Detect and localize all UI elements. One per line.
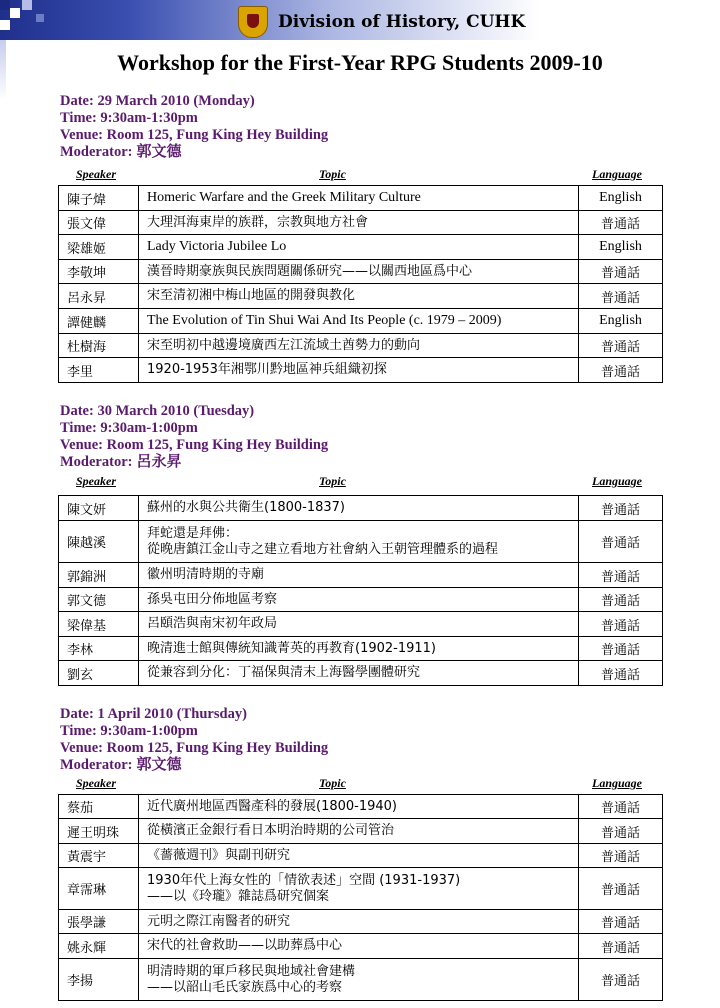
speaker-cell: 郭錦洲 — [59, 563, 139, 588]
topic-cell — [139, 959, 579, 1001]
decor-square — [22, 0, 32, 10]
col-language: Language — [592, 474, 643, 488]
table-row — [59, 588, 663, 612]
speaker-cell: 李林 — [59, 637, 139, 661]
topic-cell: Homeric Warfare and the Greek Military Culture — [139, 186, 579, 211]
col-topic: Topic — [319, 167, 346, 181]
topic-cell: 宋代的社會救助——以助葬爲中心 — [139, 934, 579, 959]
speaker-cell: 劉玄 — [59, 661, 139, 686]
topic-cell: 晚清進士館與傳統知識菁英的再教育(1902-1911) — [139, 637, 579, 661]
speaker-cell: 張學謙 — [59, 910, 139, 934]
schedule-table — [58, 185, 663, 383]
moderator-label: Moderator: — [60, 454, 133, 470]
table-row — [59, 496, 663, 521]
speaker-cell: 陳文妍 — [59, 496, 139, 521]
col-speaker: Speaker — [76, 776, 116, 790]
page-title: Workshop for the First-Year RPG Students 2009-10 — [117, 50, 603, 75]
decor-square — [0, 20, 10, 30]
language-cell: 普通話 — [579, 334, 663, 358]
topic-line-1: 明清時期的軍戶移民與地域社會建構 — [147, 963, 356, 979]
session-3-meta — [60, 706, 328, 774]
table-row — [59, 661, 663, 686]
speaker-cell: 蔡茄 — [59, 795, 139, 819]
moderator-name: 郭文德 — [136, 144, 182, 160]
speaker-cell: 呂永昇 — [59, 284, 139, 309]
topic-line-2: ——以韶山毛氏家族爲中心的考察 — [147, 979, 343, 995]
table-row — [59, 934, 663, 959]
topic-cell: 1920-1953年湘鄂川黔地區神兵組織初探 — [139, 358, 579, 383]
session-venue: Venue: Room 125, Fung King Hey Building — [60, 740, 329, 756]
speaker-cell: 陳子煒 — [59, 186, 139, 211]
table-row — [59, 868, 663, 910]
session-time: Time: 9:30am-1:30pm — [60, 110, 198, 126]
col-speaker: Speaker — [76, 474, 116, 488]
language-cell: 普通話 — [579, 959, 663, 1001]
session-moderator — [60, 454, 328, 471]
topic-line-2: 從晚唐鎮江金山寺之建立看地方社會納入王朝管理體系的過程 — [147, 541, 499, 557]
topic-cell: 孫吳屯田分佈地區考察 — [139, 588, 579, 612]
topic-line-1: 拜蛇還是拜佛： — [147, 525, 239, 541]
language-cell: 普通話 — [579, 910, 663, 934]
language-cell: 普通話 — [579, 563, 663, 588]
speaker-cell: 姚永輝 — [59, 934, 139, 959]
col-topic: Topic — [319, 474, 346, 488]
table-row — [59, 260, 663, 284]
table-row — [59, 637, 663, 661]
session-venue: Venue: Room 125, Fung King Hey Building — [60, 437, 329, 453]
speaker-cell: 郭文德 — [59, 588, 139, 612]
language-cell: 普通話 — [579, 661, 663, 686]
topic-cell: Lady Victoria Jubilee Lo — [139, 235, 579, 260]
topic-cell: 宋至清初湘中梅山地區的開發與教化 — [139, 284, 579, 309]
topic-cell: 呂頤浩與南宋初年政局 — [139, 612, 579, 637]
speaker-cell: 遲王明珠 — [59, 819, 139, 844]
language-cell: 普通話 — [579, 868, 663, 910]
language-cell: 普通話 — [579, 588, 663, 612]
table-row — [59, 521, 663, 563]
decor-square — [0, 0, 10, 10]
speaker-cell: 梁偉基 — [59, 612, 139, 637]
cuhk-crest-icon — [238, 6, 268, 38]
session-date: Date: 1 April 2010 (Thursday) — [60, 706, 247, 722]
language-cell: English — [579, 235, 663, 260]
topic-cell: 大理洱海東岸的族群，宗教與地方社會 — [139, 211, 579, 235]
table-row — [59, 612, 663, 637]
schedule-table — [58, 495, 663, 686]
language-cell: 普通話 — [579, 211, 663, 235]
col-language: Language — [592, 167, 643, 181]
language-cell: 普通話 — [579, 637, 663, 661]
topic-cell: The Evolution of Tin Shui Wai And Its People (c. 1979 – 2009) — [139, 309, 579, 334]
moderator-name: 呂永昇 — [136, 454, 182, 470]
session-venue: Venue: Room 125, Fung King Hey Building — [60, 127, 329, 143]
session-moderator — [60, 144, 328, 161]
language-cell: 普通話 — [579, 260, 663, 284]
col-language: Language — [592, 776, 643, 790]
speaker-cell: 李揚 — [59, 959, 139, 1001]
session-time: Time: 9:30am-1:00pm — [60, 420, 198, 436]
session-1-meta — [60, 93, 328, 161]
table-row — [59, 235, 663, 260]
language-cell: 普通話 — [579, 844, 663, 868]
table-row — [59, 795, 663, 819]
speaker-cell: 李敬坤 — [59, 260, 139, 284]
topic-cell: 元明之際江南醫者的研究 — [139, 910, 579, 934]
speaker-cell: 譚健麟 — [59, 309, 139, 334]
topic-cell: 從橫濱正金銀行看日本明治時期的公司管治 — [139, 819, 579, 844]
speaker-cell: 李里 — [59, 358, 139, 383]
session-2-meta — [60, 403, 328, 471]
moderator-label: Moderator: — [60, 757, 133, 773]
table-row — [59, 186, 663, 211]
topic-cell: 近代廣州地區西醫產科的發展(1800-1940) — [139, 795, 579, 819]
table-row — [59, 334, 663, 358]
session-moderator — [60, 757, 328, 774]
table-row — [59, 211, 663, 235]
topic-cell: 漢晉時期豪族與民族問題關係研究——以關西地區爲中心 — [139, 260, 579, 284]
topic-cell — [139, 521, 579, 563]
topic-line-2: ——以《玲瓏》雜誌爲研究個案 — [147, 888, 330, 904]
topic-cell: 宋至明初中越邊境廣西左江流域土酋勢力的動向 — [139, 334, 579, 358]
topic-cell: 蘇州的水與公共衛生(1800-1837) — [139, 496, 579, 521]
decor-square — [36, 14, 44, 22]
speaker-cell: 陳越溪 — [59, 521, 139, 563]
speaker-cell: 張文偉 — [59, 211, 139, 235]
topic-cell: 從兼容到分化：丁福保與清末上海醫學團體研究 — [139, 661, 579, 686]
table-row — [59, 309, 663, 334]
language-cell: 普通話 — [579, 612, 663, 637]
table-row — [59, 959, 663, 1001]
table-row — [59, 844, 663, 868]
speaker-cell: 杜樹海 — [59, 334, 139, 358]
moderator-name: 郭文德 — [136, 757, 182, 773]
language-cell: 普通話 — [579, 496, 663, 521]
session-time: Time: 9:30am-1:00pm — [60, 723, 198, 739]
speaker-cell: 章霈琳 — [59, 868, 139, 910]
language-cell: 普通話 — [579, 795, 663, 819]
col-topic: Topic — [319, 776, 346, 790]
table-row — [59, 563, 663, 588]
language-cell: 普通話 — [579, 284, 663, 309]
moderator-label: Moderator: — [60, 144, 133, 160]
language-cell: 普通話 — [579, 819, 663, 844]
session-date: Date: 29 March 2010 (Monday) — [60, 93, 255, 109]
speaker-cell: 黃震宇 — [59, 844, 139, 868]
decor-square — [10, 8, 20, 18]
topic-cell: 《薔薇週刊》與副刊研究 — [139, 844, 579, 868]
table-row — [59, 819, 663, 844]
topic-line-1: 1930年代上海女性的「情欲表述」空間 (1931-1937) — [147, 872, 461, 888]
col-speaker: Speaker — [76, 167, 116, 181]
table-row — [59, 910, 663, 934]
table-row — [59, 284, 663, 309]
topic-cell: 徽州明清時期的寺廟 — [139, 563, 579, 588]
language-cell: English — [579, 309, 663, 334]
table-row — [59, 358, 663, 383]
speaker-cell: 梁雄姬 — [59, 235, 139, 260]
division-name: Division of History, CUHK — [278, 12, 526, 32]
schedule-table — [58, 794, 663, 1001]
language-cell: 普通話 — [579, 358, 663, 383]
session-date: Date: 30 March 2010 (Tuesday) — [60, 403, 255, 419]
language-cell: English — [579, 186, 663, 211]
topic-cell — [139, 868, 579, 910]
language-cell: 普通話 — [579, 934, 663, 959]
language-cell: 普通話 — [579, 521, 663, 563]
